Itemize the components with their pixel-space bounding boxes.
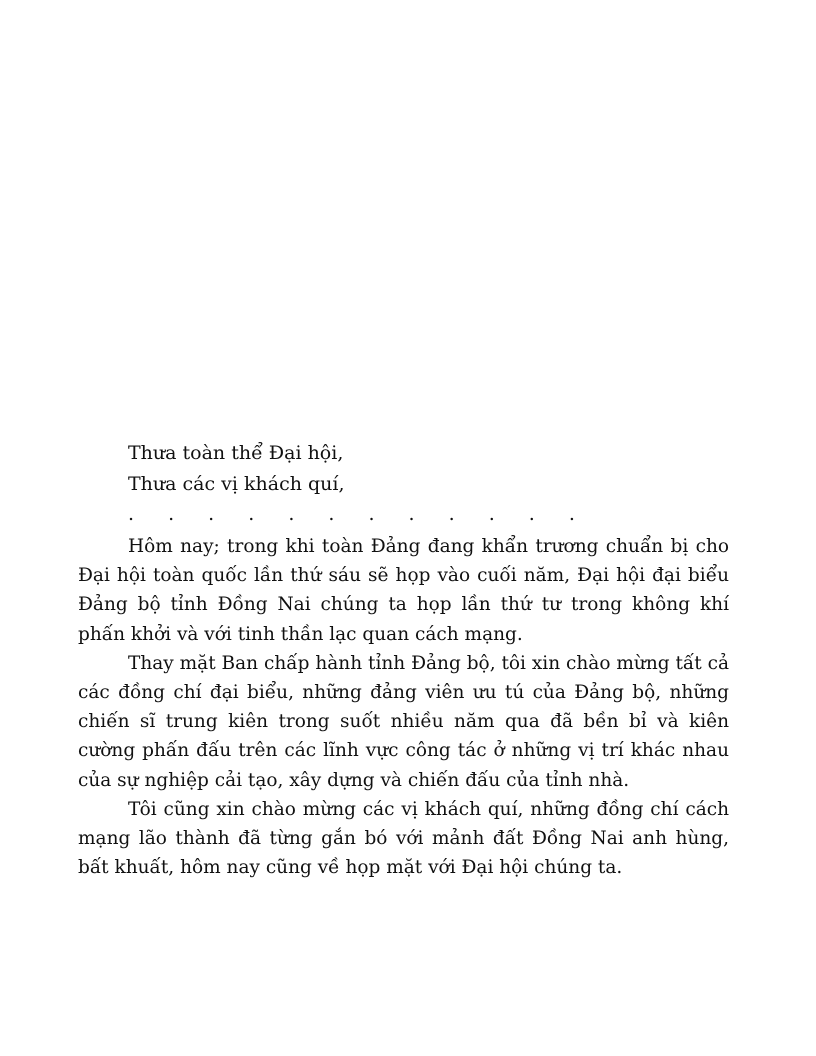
- paragraph-3: Tôi cũng xin chào mừng các vị khách quí, những đồng chí cách mạng lão thành đã từng gắn bó với mảnh đất Đồng Nai anh hùng, bất khuất, hôm nay cũng về họp mặt với Đại hội chúng ta.: [78, 798, 729, 879]
- salutation-line-1: Thưa toàn thể Đại hội,: [128, 442, 344, 464]
- salutation-line-2: Thưa các vị khách quí,: [128, 473, 345, 495]
- ellipsis-line: . . . . . . . . . . . .: [128, 503, 589, 525]
- paragraph-1: Hôm nay; trong khi toàn Đảng đang khẩn trương chuẩn bị cho Đại hội toàn quốc lần thứ sáu sẽ họp vào cuối năm, Đại hội đại biểu Đảng bộ tỉnh Đồng Nai chúng ta họp lần thứ tư trong không khí phấn khởi và với tinh thần lạc quan cách mạng.: [78, 536, 729, 645]
- body-text: [78, 532, 729, 882]
- paragraph-2: Thay mặt Ban chấp hành tỉnh Đảng bộ, tôi xin chào mừng tất cả các đồng chí đại biểu, những đảng viên ưu tú của Đảng bộ, những chiến sĩ trung kiên trong suốt nhiều năm qua đã bền bỉ và kiên cường phấn đấu trên các lĩnh vực công tác ở những vị trí khác nhau của sự nghiệp cải tạo, xây dựng và chiến đấu của tỉnh nhà.: [78, 652, 729, 791]
